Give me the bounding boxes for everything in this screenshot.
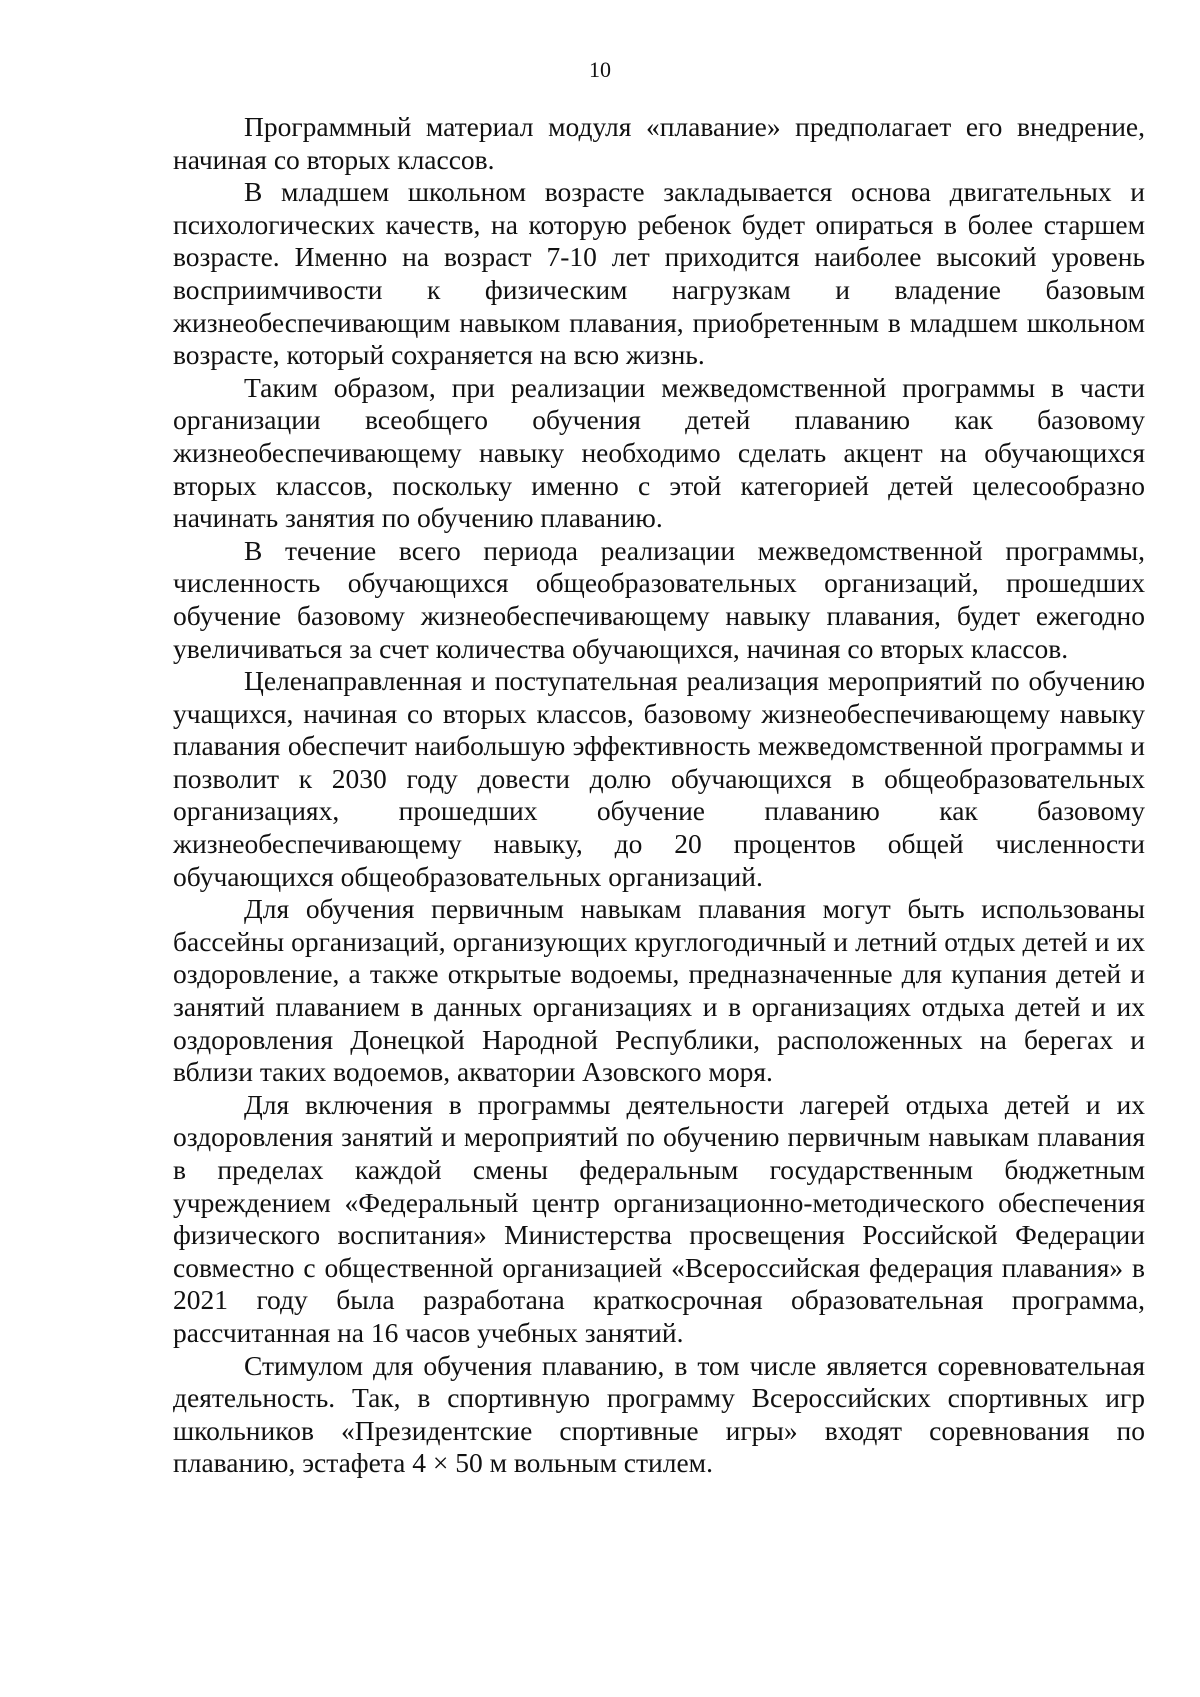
paragraph-5: Целенаправленная и поступательная реализация мероприятий по обучению учащихся, начиная со вторых классов, базовому жизнеобеспечивающему навыку плавания обеспечит наибольшую эффективность межведомственной программы и позволит к 2030 году довести долю обучающихся в общеобразовательных организациях, прошедших обучение плаванию как базовому жизнеобеспечивающему навыку, до 20 процентов общей численности обучающихся общеобразовательных организаций. — [173, 665, 1145, 892]
paragraph-2: В младшем школьном возрасте закладывается основа двигательных и психологических качеств, на которую ребенок будет опираться в более старшем возрасте. Именно на возраст 7-10 лет приходится наиболее высокий уровень восприимчивости к физическим нагрузкам и владение базовым жизнеобеспечивающим навыком плавания, приобретенным в младшем школьном возрасте, который сохраняется на всю жизнь. — [173, 176, 1145, 371]
paragraph-8: Стимулом для обучения плаванию, в том числе является соревновательная деятельность. Так, в спортивную программу Всероссийских спортивных игр школьников «Президентские спортивные игры» входят соревнования по плаванию, эстафета 4 × 50 м вольным стилем. — [173, 1349, 1145, 1479]
page-number: 10 — [589, 57, 611, 82]
document-body — [173, 111, 1145, 1480]
paragraph-3: Таким образом, при реализации межведомственной программы в части организации всеобщего обучения детей плаванию как базовому жизнеобеспечивающему навыку необходимо сделать акцент на обучающихся вторых классов, поскольку именно с этой категорией детей целесообразно начинать занятия по обучению плаванию. — [173, 371, 1145, 534]
paragraph-4: В течение всего периода реализации межведомственной программы, численность обучающихся общеобразовательных организаций, прошедших обучение базовому жизнеобеспечивающему навыку плавания, будет ежегодно увеличиваться за счет количества обучающихся, начиная со вторых классов. — [173, 534, 1145, 664]
paragraph-7: Для включения в программы деятельности лагерей отдыха детей и их оздоровления занятий и мероприятий по обучению первичным навыкам плавания в пределах каждой смены федеральным государственным бюджетным учреждением «Федеральный центр организационно-методического обеспечения физического воспитания» Министерства просвещения Российской Федерации совместно с общественной организацией «Всероссийская федерация плавания» в 2021 году была разработана краткосрочная образовательная программа, рассчитанная на 16 часов учебных занятий. — [173, 1088, 1145, 1348]
paragraph-6: Для обучения первичным навыкам плавания могут быть использованы бассейны организаций, организующих круглогодичный и летний отдых детей и их оздоровление, а также открытые водоемы, предназначенные для купания детей и занятий плаванием в данных организациях и в организациях отдыха детей и их оздоровления Донецкой Народной Республики, расположенных на берегах и вблизи таких водоемов, акватории Азовского моря. — [173, 893, 1145, 1088]
paragraph-1: Программный материал модуля «плавание» предполагает его внедрение, начиная со вторых классов. — [173, 111, 1145, 175]
